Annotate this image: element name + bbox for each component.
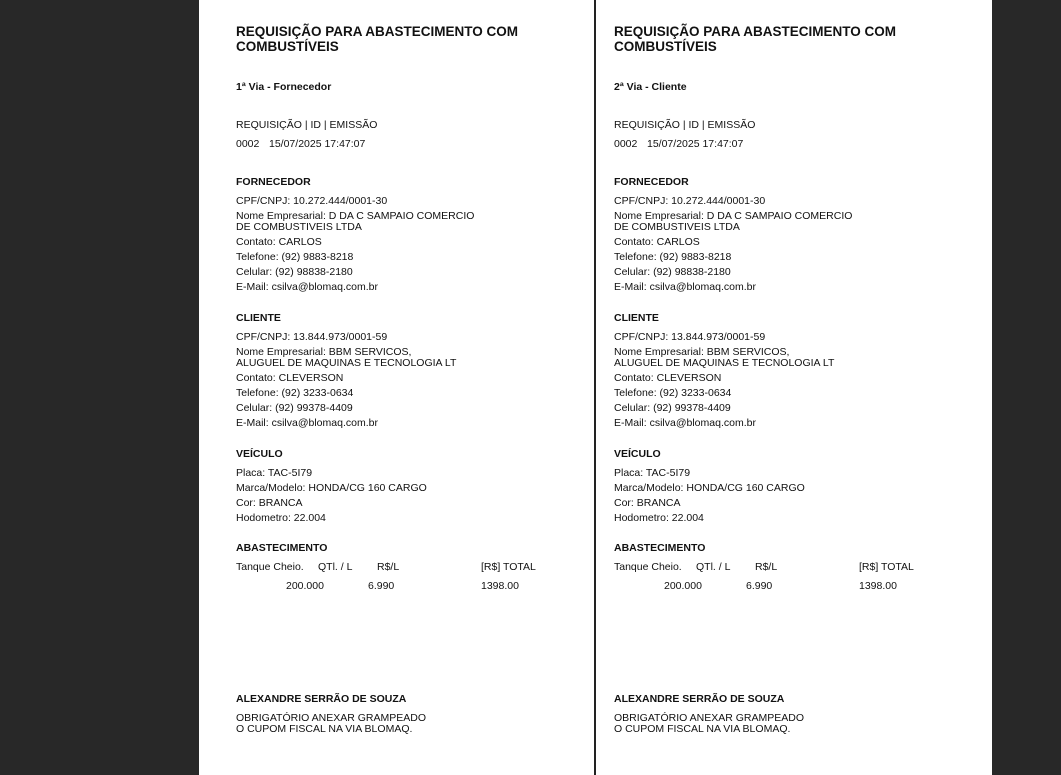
cliente-cnpj: CPF/CNPJ: 13.844.973/0001-59	[236, 331, 388, 343]
value-total: 1398.00	[481, 580, 519, 592]
fornecedor-heading: FORNECEDOR	[236, 176, 311, 188]
value-qtl: 200.000	[664, 580, 702, 592]
note-line-1: OBRIGATÓRIO ANEXAR GRAMPEADO	[614, 712, 805, 724]
note-line-2: O CUPOM FISCAL NA VIA BLOMAQ.	[614, 723, 791, 735]
cliente-telefone: Telefone: (92) 3233-0634	[236, 387, 354, 399]
copy-fornecedor	[236, 0, 566, 775]
cliente-telefone: Telefone: (92) 3233-0634	[614, 387, 732, 399]
fornecedor-celular: Celular: (92) 98838-2180	[236, 266, 353, 278]
req-id: 0002	[236, 138, 260, 150]
fornecedor-telefone: Telefone: (92) 9883-8218	[614, 251, 732, 263]
veiculo-hodometro: Hodometro: 22.004	[614, 512, 704, 524]
value-qtl: 200.000	[286, 580, 324, 592]
col-qtl: QTl. / L	[696, 561, 731, 573]
cliente-nome-2: ALUGUEL DE MAQUINAS E TECNOLOGIA LT	[236, 357, 457, 369]
col-total: [R$] TOTAL	[859, 561, 914, 573]
fornecedor-telefone: Telefone: (92) 9883-8218	[236, 251, 354, 263]
req-date: 15/07/2025 17:47:07	[647, 138, 744, 150]
veiculo-cor: Cor: BRANCA	[614, 497, 681, 509]
fornecedor-email: E-Mail: csilva@blomaq.com.br	[236, 281, 378, 293]
req-header: REQUISIÇÃO | ID | EMISSÃO	[236, 119, 378, 131]
veiculo-heading: VEÍCULO	[236, 448, 283, 460]
cliente-heading: CLIENTE	[236, 312, 281, 324]
fornecedor-nome-1: Nome Empresarial: D DA C SAMPAIO COMERCIO	[236, 210, 475, 222]
fornecedor-heading: FORNECEDOR	[614, 176, 689, 188]
veiculo-marca: Marca/Modelo: HONDA/CG 160 CARGO	[236, 482, 427, 494]
col-qtl: QTl. / L	[318, 561, 353, 573]
value-rsl: 6.990	[368, 580, 395, 592]
col-rsl: R$/L	[755, 561, 778, 573]
req-id: 0002	[614, 138, 638, 150]
title-line-2: COMBUSTÍVEIS	[614, 39, 717, 54]
document-title	[236, 24, 556, 54]
fornecedor-celular: Celular: (92) 98838-2180	[614, 266, 731, 278]
fornecedor-cnpj: CPF/CNPJ: 10.272.444/0001-30	[236, 195, 388, 207]
req-header: REQUISIÇÃO | ID | EMISSÃO	[614, 119, 756, 131]
title-line-2: COMBUSTÍVEIS	[236, 39, 339, 54]
via-label: 2ª Via - Cliente	[614, 81, 687, 93]
cliente-heading: CLIENTE	[614, 312, 659, 324]
col-tanque: Tanque Cheio.	[614, 561, 682, 573]
document-title	[614, 24, 934, 54]
copy-cliente	[614, 0, 944, 775]
cliente-celular: Celular: (92) 99378-4409	[614, 402, 731, 414]
note-line-2: O CUPOM FISCAL NA VIA BLOMAQ.	[236, 723, 413, 735]
fornecedor-email: E-Mail: csilva@blomaq.com.br	[614, 281, 756, 293]
fornecedor-contato: Contato: CARLOS	[614, 236, 700, 248]
veiculo-marca: Marca/Modelo: HONDA/CG 160 CARGO	[614, 482, 805, 494]
via-label: 1ª Via - Fornecedor	[236, 81, 332, 93]
cliente-nome-1: Nome Empresarial: BBM SERVICOS,	[614, 346, 790, 358]
value-rsl: 6.990	[746, 580, 773, 592]
fornecedor-nome-2: DE COMBUSTIVEIS LTDA	[236, 221, 362, 233]
veiculo-placa: Placa: TAC-5I79	[614, 467, 691, 479]
cliente-celular: Celular: (92) 99378-4409	[236, 402, 353, 414]
abastecimento-heading: ABASTECIMENTO	[614, 542, 706, 554]
cliente-nome-2: ALUGUEL DE MAQUINAS E TECNOLOGIA LT	[614, 357, 835, 369]
signer-name: ALEXANDRE SERRÃO DE SOUZA	[236, 693, 407, 705]
fornecedor-nome-1: Nome Empresarial: D DA C SAMPAIO COMERCIO	[614, 210, 853, 222]
col-rsl: R$/L	[377, 561, 400, 573]
signer-name: ALEXANDRE SERRÃO DE SOUZA	[614, 693, 785, 705]
title-line-1: REQUISIÇÃO PARA ABASTECIMENTO COM	[614, 24, 897, 39]
note-line-1: OBRIGATÓRIO ANEXAR GRAMPEADO	[236, 712, 427, 724]
cliente-nome-1: Nome Empresarial: BBM SERVICOS,	[236, 346, 412, 358]
fornecedor-cnpj: CPF/CNPJ: 10.272.444/0001-30	[614, 195, 766, 207]
copy-divider	[594, 0, 596, 775]
cliente-email: E-Mail: csilva@blomaq.com.br	[236, 417, 378, 429]
fornecedor-nome-2: DE COMBUSTIVEIS LTDA	[614, 221, 740, 233]
veiculo-placa: Placa: TAC-5I79	[236, 467, 313, 479]
col-total: [R$] TOTAL	[481, 561, 536, 573]
veiculo-hodometro: Hodometro: 22.004	[236, 512, 326, 524]
cliente-cnpj: CPF/CNPJ: 13.844.973/0001-59	[614, 331, 766, 343]
fornecedor-contato: Contato: CARLOS	[236, 236, 322, 248]
value-total: 1398.00	[859, 580, 897, 592]
req-date: 15/07/2025 17:47:07	[269, 138, 366, 150]
col-tanque: Tanque Cheio.	[236, 561, 304, 573]
cliente-email: E-Mail: csilva@blomaq.com.br	[614, 417, 756, 429]
cliente-contato: Contato: CLEVERSON	[236, 372, 344, 384]
veiculo-cor: Cor: BRANCA	[236, 497, 303, 509]
document-page	[199, 0, 992, 775]
title-line-1: REQUISIÇÃO PARA ABASTECIMENTO COM	[236, 24, 519, 39]
cliente-contato: Contato: CLEVERSON	[614, 372, 722, 384]
abastecimento-heading: ABASTECIMENTO	[236, 542, 328, 554]
veiculo-heading: VEÍCULO	[614, 448, 661, 460]
